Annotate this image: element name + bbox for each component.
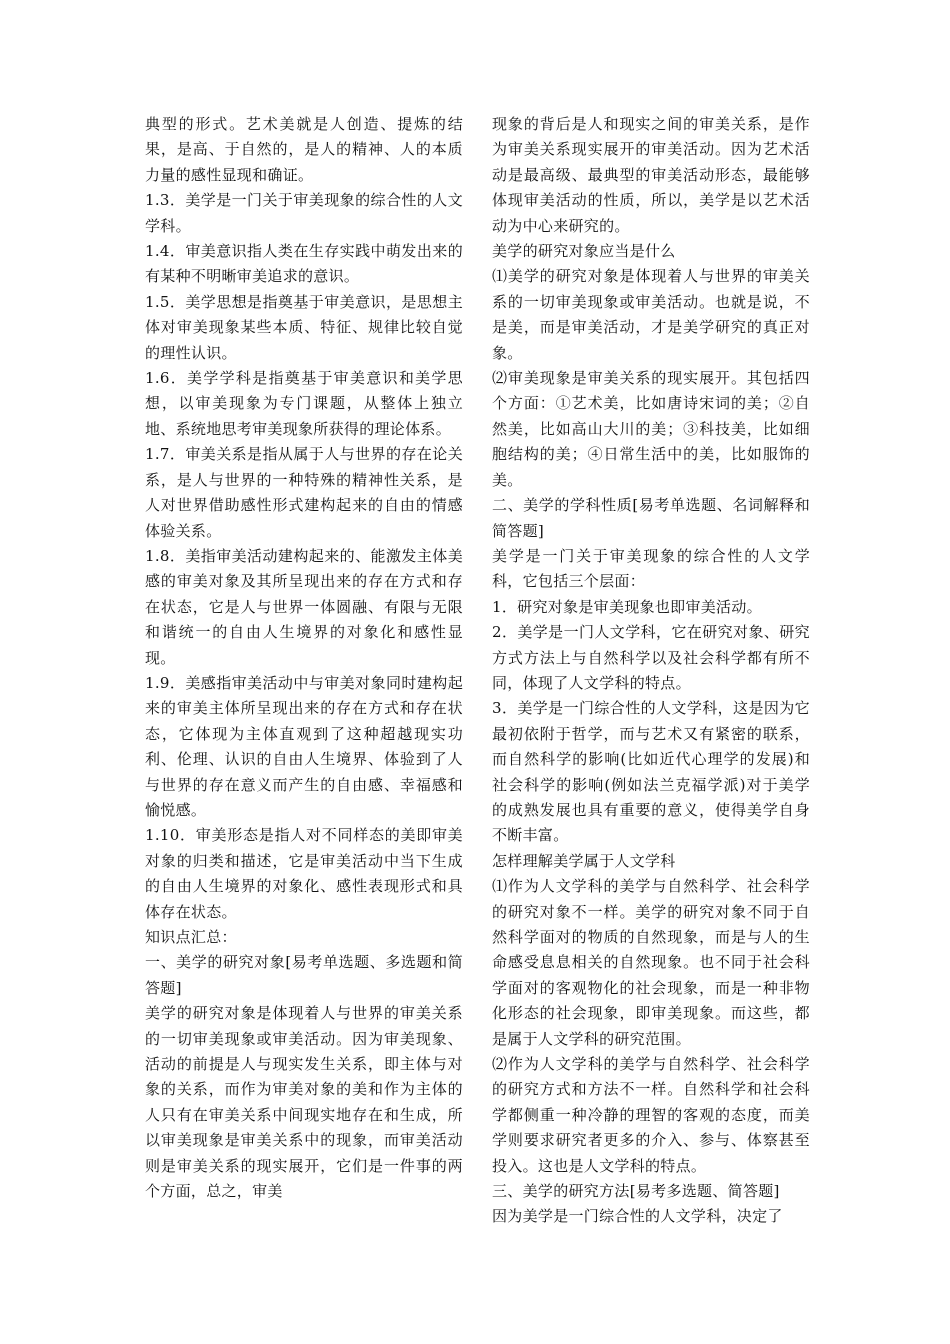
- paragraph-art-beauty-def: 典型的形式。艺术美就是人创造、提炼的结果，是高、于自然的，是人的精神、人的本质力量的感性显现和确证。: [145, 115, 463, 184]
- paragraph-1-3: 1.3．美学是一门关于审美现象的综合性的人文学科。: [145, 191, 463, 235]
- right-column: [492, 112, 810, 1230]
- paragraph-1-7: 1.7．审美关系是指从属于人与世界的存在论关系，是人与世界的一种特殊的精神性关系，是人对世界借助感性形式建构起来的自由的情感体验关系。: [145, 445, 463, 540]
- paragraph-1-4: 1.4．审美意识指人类在生存实践中萌发出来的有某种不明晰审美追求的意识。: [145, 242, 463, 286]
- section-heading-1: 一、美学的研究对象[易考单选题、多选题和简答题]: [145, 953, 463, 997]
- paragraph-1-9: 1.9．美感指审美活动中与审美对象同时建构起来的审美主体所呈现出来的存在方式和存在状态，它体现为主体直观到了这种超越现实功利、伦理、认识的自由人生境界、体验到了人与世界的存在意义而产生的自由感、幸福感和愉悦感。: [145, 673, 463, 819]
- paragraph-methods-start: 因为美学是一门综合性的人文学科，决定了: [492, 1207, 783, 1226]
- paragraph-level-1: 1．研究对象是审美现象也即审美活动。: [492, 597, 762, 616]
- paragraph-point-1: ⑴美学的研究对象是体现着人与世界的审美关系的一切审美现象或审美活动。也就是说，不是美，而是审美活动，才是美学研究的真正对象。: [492, 267, 810, 362]
- paragraph-1-8: 1.8．美指审美活动建构起来的、能激发主体美感的审美对象及其所呈现出来的存在方式和存在状态，它是人与世界一体圆融、有限与无限和谐统一的自由人生境界的对象化和感性显现。: [145, 546, 463, 667]
- question-heading-humanities: 怎样理解美学属于人文学科: [492, 851, 676, 870]
- section-label-summary: 知识点汇总：: [145, 928, 237, 946]
- paragraph-humanities-1: ⑴作为人文学科的美学与自然科学、社会科学的研究对象不一样。美学的研究对象不同于自然科学面对的物质的自然现象，而是与人的生命感受息息相关的自然现象。也不同于社会科学面对的客观物化的社会现象，而是一种非物化形态的社会现象，即审美现象。而这些，都是属于人文学科的研究范围。: [492, 877, 810, 1048]
- paragraph-1-5: 1.5．美学思想是指奠基于审美意识，是思想主体对审美现象某些本质、特征、规律比较自觉的理性认识。: [145, 292, 463, 362]
- paragraph-level-2: 2．美学是一门人文学科，它在研究对象、研究方式方法上与自然科学以及社会科学都有所不同，体现了人文学科的特点。: [492, 623, 810, 692]
- paragraph-discipline-intro: 美学是一门关于审美现象的综合性的人文学科，它包括三个层面：: [492, 546, 810, 591]
- paragraph-research-object: 美学的研究对象是体现着人与世界的审美关系的一切审美现象或审美活动。因为审美现象、活动的前提是人与现实发生关系，即主体与对象的关系，而作为审美对象的美和作为主体的人只有在审美关系中间现实地存在和生成，所以审美现象是审美关系中的现象，而审美活动则是审美关系的现实展开，它们是一件事的两个方面，总之，审美: [145, 1004, 463, 1201]
- paragraph-level-3: 3．美学是一门综合性的人文学科，这是因为它最初依附于哲学，而与艺术又有紧密的联系，而自然科学的影响(比如近代心理学的发展)和社会科学的影响(例如法兰克福学派)对于美学的成熟发展也具有重要的意义，使得美学自身不断丰富。: [492, 699, 810, 845]
- left-column: [145, 112, 463, 1204]
- question-heading-research-object: 美学的研究对象应当是什么: [492, 242, 676, 261]
- section-heading-2: 二、美学的学科性质[易考单选题、名词解释和简答题]: [492, 496, 810, 540]
- paragraph-point-2: ⑵审美现象是审美关系的现实展开。其包括四个方面：①艺术美，比如唐诗宋词的美；②自然美，比如高山大川的美；③科技美，比如细胞结构的美；④日常生活中的美，比如服饰的美。: [492, 369, 810, 489]
- paragraph-humanities-2: ⑵作为人文学科的美学与自然科学、社会科学的研究方式和方法不一样。自然科学和社会科学都侧重一种冷静的理智的客观的态度，而美学则要求研究者更多的介入、参与、体察甚至投入。这也是人文学科的特点。: [492, 1055, 810, 1175]
- paragraph-research-object-cont: 现象的背后是人和现实之间的审美关系，是作为审美关系现实展开的审美活动。因为艺术活动是最高级、最典型的审美活动形态，最能够体现审美活动的性质，所以，美学是以艺术活动为中心来研究的。: [492, 115, 810, 235]
- section-heading-3: 三、美学的研究方法[易考多选题、简答题]: [492, 1182, 780, 1201]
- paragraph-1-10: 1.10．审美形态是指人对不同样态的美即审美对象的归类和描述，它是审美活动中当下生成的自由人生境界的对象化、感性表现形式和具体存在状态。: [145, 826, 463, 921]
- paragraph-1-6: 1.6．美学学科是指奠基于审美意识和美学思想，以审美现象为专门课题，从整体上独立地、系统地思考审美现象所获得的理论体系。: [145, 369, 463, 438]
